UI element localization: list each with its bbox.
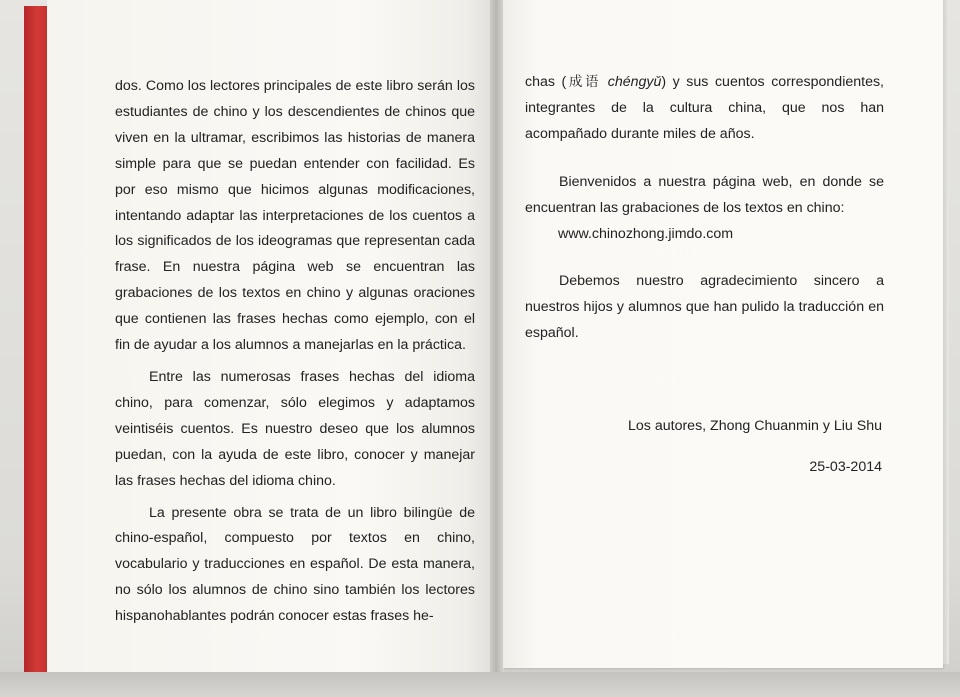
left-page-text — [115, 74, 475, 630]
paragraph: La presente obra se trata de un libro bilingüe de chino-español, compuesto por textos en chino, vocabulario y traducciones en español. De esta manera, no sólo los alumnos de chino sino también los lectores hispanohablantes podrán conocer estas frases he- — [115, 504, 475, 625]
paragraph: Debemos nuestro agradecimiento sincero a nuestros hijos y alumnos que han pulido la traducción en español. — [525, 273, 884, 342]
paragraph: Bienvenidos a nuestra página web, en donde se encuentran las grabaciones de los textos en chino: — [525, 173, 884, 216]
right-page-text — [525, 70, 884, 347]
signature: Los autores, Zhong Chuanmin y Liu Shu — [628, 418, 882, 434]
text-prefix: chas ( — [525, 74, 567, 90]
book-cover-edge — [24, 6, 48, 678]
chinese-term: 成语 — [566, 74, 602, 90]
book-gutter — [490, 0, 504, 678]
right-page-edge — [943, 0, 949, 664]
paragraph: dos. Como los lectores principales de este libro serán los estudiantes de chino y los descendientes de chinos que viven en la ultramar, escribimos las historias de manera simple para que se puedan entender con facilidad. Es por eso mismo que hicimos algunas modificaciones, intentando adaptar las interpretaciones de los cuentos a los significados de los ideogramas que representan cada frase. En nuestra página web se encuentran las grabaciones de los textos en chino y algunas oraciones que contienen las frases hechas como ejemplo, con el fin de ayudar a los alumnos a manejarlas en la práctica. — [115, 78, 475, 354]
text-rest: ) y sus cuentos correspondientes, integrantes de la cultura china, que nos han acompañado durante miles de años. — [525, 74, 884, 142]
scan-bottom-edge — [0, 672, 960, 697]
website-url: www.chinozhong.jimdo.com — [558, 225, 734, 242]
pinyin-term: chéngyǔ — [607, 74, 662, 90]
paragraph — [525, 70, 884, 148]
paragraph: Entre las numerosas frases hechas del idioma chino, para comenzar, sólo elegimos y adaptamos veintiséis cuentos. Es nuestro deseo que los alumnos puedan, con la ayuda de este libro, conocer y manejar las frases hechas del idioma chino. — [115, 368, 475, 489]
date: 25-03-2014 — [809, 459, 882, 475]
